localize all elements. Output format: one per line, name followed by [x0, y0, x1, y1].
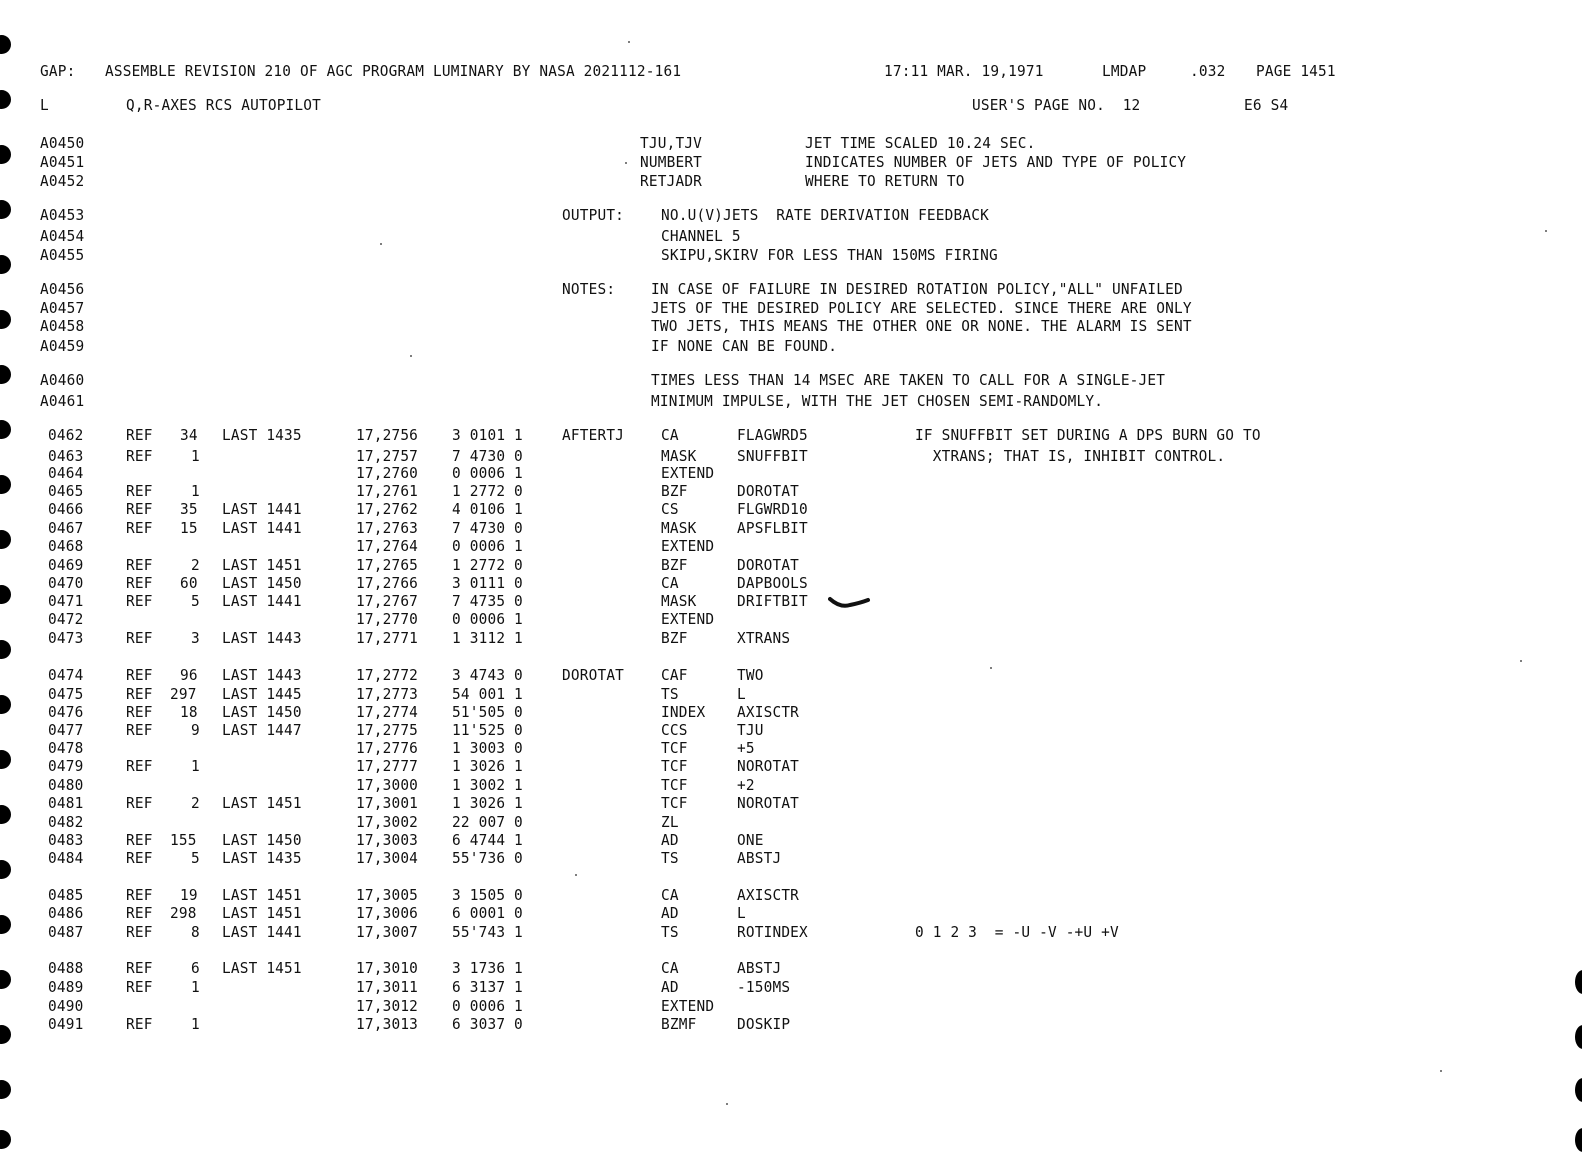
octal-word: 0 0006 1 [452, 997, 523, 1015]
comment-text: MINIMUM IMPULSE, WITH THE JET CHOSEN SEMI-RANDOMLY. [651, 392, 1104, 410]
last-ref: LAST 1450 [222, 831, 302, 849]
operand: FLGWRD10 [737, 500, 808, 518]
binder-hole [0, 1130, 11, 1149]
last-ref: LAST 1451 [222, 904, 302, 922]
binder-hole [0, 200, 11, 219]
comment-line-number: A0458 [40, 317, 85, 335]
ref-keyword: REF [126, 574, 153, 592]
binder-hole [0, 695, 11, 714]
binder-hole-right [1575, 1128, 1582, 1152]
operand: DOSKIP [737, 1015, 791, 1033]
operand: AXISCTR [737, 703, 800, 721]
comment-line-number: A0454 [40, 227, 85, 245]
memory-address: 17,2771 [356, 629, 419, 647]
comment-line-number: A0450 [40, 134, 85, 152]
ref-keyword: REF [126, 426, 153, 444]
opcode: TS [661, 849, 679, 867]
ref-count: 1 [190, 757, 200, 775]
code-line-number: 0483 [48, 831, 84, 849]
opcode: TCF [661, 776, 688, 794]
ref-count: 35 [180, 500, 198, 518]
memory-address: 17,2776 [356, 739, 419, 757]
last-ref: LAST 1441 [222, 592, 302, 610]
binder-hole [0, 860, 11, 879]
header-assembly: ASSEMBLE REVISION 210 OF AGC PROGRAM LUMINARY BY NASA 2021112-161 [105, 62, 682, 80]
opcode: MASK [661, 447, 697, 465]
ref-count: 18 [180, 703, 198, 721]
operand: DAPBOOLS [737, 574, 808, 592]
memory-address: 17,3005 [356, 886, 419, 904]
opcode: TCF [661, 757, 688, 775]
octal-word: 6 3137 1 [452, 978, 523, 996]
operand: FLAGWRD5 [737, 426, 808, 444]
memory-address: 17,3004 [356, 849, 419, 867]
opcode: BZF [661, 629, 688, 647]
ref-count: 8 [190, 923, 200, 941]
memory-address: 17,2777 [356, 757, 419, 775]
ref-keyword: REF [126, 794, 153, 812]
operand: L [737, 904, 746, 922]
opcode: AD [661, 831, 679, 849]
comment-line-number: A0452 [40, 172, 85, 190]
binder-hole-right [1575, 970, 1582, 994]
paper-speck [575, 874, 577, 876]
ref-count: 9 [190, 721, 200, 739]
operand: AXISCTR [737, 886, 800, 904]
binder-hole [0, 365, 11, 384]
memory-address: 17,3010 [356, 959, 419, 977]
opcode: ZL [661, 813, 679, 831]
memory-address: 17,2761 [356, 482, 419, 500]
paper-speck [726, 1103, 728, 1105]
code-line-number: 0469 [48, 556, 84, 574]
ref-keyword: REF [126, 831, 153, 849]
operand: ROTINDEX [737, 923, 808, 941]
ref-keyword: REF [126, 886, 153, 904]
operand: ONE [737, 831, 764, 849]
memory-address: 17,3000 [356, 776, 419, 794]
memory-address: 17,2766 [356, 574, 419, 592]
paper-speck [380, 243, 382, 245]
memory-address: 17,2772 [356, 666, 419, 684]
code-line-number: 0471 [48, 592, 84, 610]
octal-word: 22 007 0 [452, 813, 523, 831]
code-comment: XTRANS; THAT IS, INHIBIT CONTROL. [915, 447, 1226, 465]
binder-hole [0, 475, 11, 494]
comment-text: NO.U(V)JETS RATE DERIVATION FEEDBACK [661, 206, 989, 224]
code-label: DOROTAT [562, 666, 625, 684]
code-line-number: 0479 [48, 757, 84, 775]
opcode: BZMF [661, 1015, 697, 1033]
ref-count: 5 [190, 592, 200, 610]
ref-keyword: REF [126, 666, 153, 684]
octal-word: 6 0001 0 [452, 904, 523, 922]
opcode: MASK [661, 519, 697, 537]
binder-hole [0, 530, 11, 549]
octal-word: 55'743 1 [452, 923, 523, 941]
octal-word: 1 2772 0 [452, 482, 523, 500]
ref-count: 297 [169, 685, 197, 703]
code-line-number: 0473 [48, 629, 84, 647]
opcode: CCS [661, 721, 688, 739]
octal-word: 1 3026 1 [452, 757, 523, 775]
opcode: CS [661, 500, 679, 518]
octal-word: 1 3026 1 [452, 794, 523, 812]
comment-line-number: A0456 [40, 280, 85, 298]
operand: L [737, 685, 746, 703]
operand: TWO [737, 666, 764, 684]
ref-count: 1 [190, 1015, 200, 1033]
last-ref: LAST 1435 [222, 426, 302, 444]
ref-keyword: REF [126, 685, 153, 703]
octal-word: 3 4743 0 [452, 666, 523, 684]
ref-count: 1 [190, 978, 200, 996]
code-line-number: 0472 [48, 610, 84, 628]
binder-hole-right [1575, 1025, 1582, 1049]
code-comment: 0 1 2 3 = -U -V -+U +V [915, 923, 1119, 941]
opcode: CA [661, 426, 679, 444]
memory-address: 17,2756 [356, 426, 419, 444]
operand: XTRANS [737, 629, 791, 647]
opcode: TCF [661, 794, 688, 812]
comment-description: WHERE TO RETURN TO [805, 172, 965, 190]
header-page-number: PAGE 1451 [1256, 62, 1336, 80]
octal-word: 6 4744 1 [452, 831, 523, 849]
binder-hole [0, 640, 11, 659]
comment-line-number: A0457 [40, 299, 85, 317]
comment-line-number: A0451 [40, 153, 85, 171]
opcode: CA [661, 959, 679, 977]
octal-word: 7 4730 0 [452, 519, 523, 537]
paper-speck [625, 162, 627, 164]
code-line-number: 0477 [48, 721, 84, 739]
memory-address: 17,2775 [356, 721, 419, 739]
ref-keyword: REF [126, 500, 153, 518]
comment-symbol: RETJADR [640, 172, 703, 190]
memory-address: 17,2773 [356, 685, 419, 703]
last-ref: LAST 1435 [222, 849, 302, 867]
ref-keyword: REF [126, 721, 153, 739]
last-ref: LAST 1450 [222, 703, 302, 721]
subheader-tag: E6 S4 [1244, 96, 1289, 114]
binder-hole [0, 35, 11, 54]
binder-hole [0, 915, 11, 934]
comment-section-label: NOTES: [562, 280, 616, 298]
opcode: TS [661, 685, 679, 703]
comment-section-label: OUTPUT: [562, 206, 625, 224]
opcode: BZF [661, 556, 688, 574]
octal-word: 0 0006 1 [452, 610, 523, 628]
last-ref: LAST 1445 [222, 685, 302, 703]
octal-word: 4 0106 1 [452, 500, 523, 518]
binder-hole [0, 310, 11, 329]
operand: TJU [737, 721, 764, 739]
last-ref: LAST 1451 [222, 959, 302, 977]
code-line-number: 0468 [48, 537, 84, 555]
ref-keyword: REF [126, 849, 153, 867]
last-ref: LAST 1441 [222, 519, 302, 537]
octal-word: 1 3112 1 [452, 629, 523, 647]
operand: DOROTAT [737, 556, 800, 574]
memory-address: 17,3002 [356, 813, 419, 831]
code-line-number: 0482 [48, 813, 84, 831]
ref-keyword: REF [126, 703, 153, 721]
last-ref: LAST 1443 [222, 666, 302, 684]
ref-keyword: REF [126, 978, 153, 996]
opcode: AD [661, 904, 679, 922]
binder-hole-right [1575, 1078, 1582, 1102]
ref-count: 1 [190, 447, 200, 465]
memory-address: 17,2765 [356, 556, 419, 574]
code-label: AFTERTJ [562, 426, 625, 444]
code-comment: IF SNUFFBIT SET DURING A DPS BURN GO TO [915, 426, 1261, 444]
code-line-number: 0464 [48, 464, 84, 482]
opcode: EXTEND [661, 537, 715, 555]
ref-count: 3 [190, 629, 200, 647]
header-gap: GAP: [40, 62, 76, 80]
opcode: CA [661, 886, 679, 904]
binder-hole [0, 90, 11, 109]
code-line-number: 0488 [48, 959, 84, 977]
operand: +5 [737, 739, 755, 757]
last-ref: LAST 1451 [222, 556, 302, 574]
paper-speck [1520, 660, 1522, 662]
memory-address: 17,3006 [356, 904, 419, 922]
octal-word: 0 0006 1 [452, 464, 523, 482]
header-module: LMDAP [1102, 62, 1147, 80]
binder-hole [0, 1025, 11, 1044]
paper-speck [990, 667, 992, 669]
operand: +2 [737, 776, 755, 794]
last-ref: LAST 1451 [222, 886, 302, 904]
ref-count: 19 [180, 886, 198, 904]
octal-word: 3 1505 0 [452, 886, 523, 904]
memory-address: 17,2762 [356, 500, 419, 518]
code-line-number: 0465 [48, 482, 84, 500]
octal-word: 1 2772 0 [452, 556, 523, 574]
memory-address: 17,3001 [356, 794, 419, 812]
octal-word: 3 0101 1 [452, 426, 523, 444]
operand: SNUFFBIT [737, 447, 808, 465]
last-ref: LAST 1441 [222, 923, 302, 941]
ref-count: 15 [180, 519, 198, 537]
ref-keyword: REF [126, 923, 153, 941]
operand: NOROTAT [737, 757, 800, 775]
comment-text: CHANNEL 5 [661, 227, 741, 245]
comment-line-number: A0461 [40, 392, 85, 410]
opcode: MASK [661, 592, 697, 610]
operand: APSFLBIT [737, 519, 808, 537]
ref-keyword: REF [126, 556, 153, 574]
operand: NOROTAT [737, 794, 800, 812]
code-line-number: 0463 [48, 447, 84, 465]
header-timestamp: 17:11 MAR. 19,1971 [884, 62, 1044, 80]
code-line-number: 0475 [48, 685, 84, 703]
memory-address: 17,2774 [356, 703, 419, 721]
ref-keyword: REF [126, 959, 153, 977]
memory-address: 17,2760 [356, 464, 419, 482]
opcode: BZF [661, 482, 688, 500]
binder-hole [0, 585, 11, 604]
subheader-code: L [40, 96, 49, 114]
ref-count: 5 [190, 849, 200, 867]
binder-hole [0, 750, 11, 769]
code-line-number: 0485 [48, 886, 84, 904]
ref-count: 6 [190, 959, 200, 977]
ref-count: 60 [180, 574, 198, 592]
opcode: CA [661, 574, 679, 592]
comment-description: JET TIME SCALED 10.24 SEC. [805, 134, 1036, 152]
memory-address: 17,3007 [356, 923, 419, 941]
comment-text: SKIPU,SKIRV FOR LESS THAN 150MS FIRING [661, 246, 998, 264]
memory-address: 17,3012 [356, 997, 419, 1015]
comment-text: IN CASE OF FAILURE IN DESIRED ROTATION POLICY,"ALL" UNFAILED [651, 280, 1183, 298]
code-line-number: 0487 [48, 923, 84, 941]
ref-keyword: REF [126, 629, 153, 647]
comment-line-number: A0455 [40, 246, 85, 264]
code-line-number: 0466 [48, 500, 84, 518]
paper-speck [1440, 1070, 1442, 1072]
ref-count: 155 [169, 831, 197, 849]
code-line-number: 0484 [48, 849, 84, 867]
opcode: AD [661, 978, 679, 996]
octal-word: 7 4730 0 [452, 447, 523, 465]
binder-hole [0, 970, 11, 989]
ref-keyword: REF [126, 757, 153, 775]
operand: ABSTJ [737, 959, 782, 977]
memory-address: 17,2767 [356, 592, 419, 610]
comment-symbol: NUMBERT [640, 153, 703, 171]
operand: DOROTAT [737, 482, 800, 500]
octal-word: 3 0111 0 [452, 574, 523, 592]
ref-keyword: REF [126, 447, 153, 465]
comment-text: JETS OF THE DESIRED POLICY ARE SELECTED. SINCE THERE ARE ONLY [651, 299, 1192, 317]
octal-word: 54 001 1 [452, 685, 523, 703]
paper-speck [628, 41, 630, 43]
code-line-number: 0490 [48, 997, 84, 1015]
code-line-number: 0491 [48, 1015, 84, 1033]
code-line-number: 0462 [48, 426, 84, 444]
code-line-number: 0470 [48, 574, 84, 592]
octal-word: 7 4735 0 [452, 592, 523, 610]
last-ref: LAST 1441 [222, 500, 302, 518]
ref-count: 96 [180, 666, 198, 684]
subheader-user-page: USER'S PAGE NO. 12 [972, 96, 1141, 114]
comment-line-number: A0460 [40, 371, 85, 389]
code-line-number: 0489 [48, 978, 84, 996]
opcode: TCF [661, 739, 688, 757]
header-ref: .032 [1190, 62, 1226, 80]
octal-word: 51'505 0 [452, 703, 523, 721]
ref-keyword: REF [126, 904, 153, 922]
binder-hole [0, 1080, 11, 1099]
comment-symbol: TJU,TJV [640, 134, 703, 152]
pen-annotation-mark [828, 596, 872, 610]
binder-hole [0, 145, 11, 164]
code-line-number: 0478 [48, 739, 84, 757]
opcode: EXTEND [661, 997, 715, 1015]
code-line-number: 0474 [48, 666, 84, 684]
opcode: TS [661, 923, 679, 941]
memory-address: 17,2764 [356, 537, 419, 555]
opcode: CAF [661, 666, 688, 684]
binder-hole [0, 420, 11, 439]
opcode: INDEX [661, 703, 706, 721]
comment-text: TIMES LESS THAN 14 MSEC ARE TAKEN TO CALL FOR A SINGLE-JET [651, 371, 1166, 389]
octal-word: 1 3002 1 [452, 776, 523, 794]
memory-address: 17,2763 [356, 519, 419, 537]
ref-keyword: REF [126, 1015, 153, 1033]
octal-word: 55'736 0 [452, 849, 523, 867]
ref-count: 1 [190, 482, 200, 500]
code-line-number: 0476 [48, 703, 84, 721]
memory-address: 17,2757 [356, 447, 419, 465]
memory-address: 17,2770 [356, 610, 419, 628]
ref-count: 2 [190, 556, 200, 574]
last-ref: LAST 1443 [222, 629, 302, 647]
ref-count: 298 [169, 904, 197, 922]
octal-word: 1 3003 0 [452, 739, 523, 757]
code-line-number: 0467 [48, 519, 84, 537]
opcode: EXTEND [661, 464, 715, 482]
memory-address: 17,3013 [356, 1015, 419, 1033]
operand: DRIFTBIT [737, 592, 808, 610]
opcode: EXTEND [661, 610, 715, 628]
memory-address: 17,3003 [356, 831, 419, 849]
comment-line-number: A0453 [40, 206, 85, 224]
code-line-number: 0480 [48, 776, 84, 794]
last-ref: LAST 1450 [222, 574, 302, 592]
comment-text: IF NONE CAN BE FOUND. [651, 337, 838, 355]
comment-description: INDICATES NUMBER OF JETS AND TYPE OF POLICY [805, 153, 1187, 171]
octal-word: 0 0006 1 [452, 537, 523, 555]
comment-text: TWO JETS, THIS MEANS THE OTHER ONE OR NONE. THE ALARM IS SENT [651, 317, 1192, 335]
last-ref: LAST 1447 [222, 721, 302, 739]
paper-speck [410, 355, 412, 357]
octal-word: 3 1736 1 [452, 959, 523, 977]
paper-speck [1545, 230, 1547, 232]
octal-word: 11'525 0 [452, 721, 523, 739]
binder-hole [0, 255, 11, 274]
ref-keyword: REF [126, 592, 153, 610]
code-line-number: 0481 [48, 794, 84, 812]
ref-keyword: REF [126, 519, 153, 537]
memory-address: 17,3011 [356, 978, 419, 996]
operand: -150MS [737, 978, 791, 996]
last-ref: LAST 1451 [222, 794, 302, 812]
comment-line-number: A0459 [40, 337, 85, 355]
ref-count: 34 [180, 426, 198, 444]
octal-word: 6 3037 0 [452, 1015, 523, 1033]
subheader-title: Q,R-AXES RCS AUTOPILOT [126, 96, 322, 114]
ref-keyword: REF [126, 482, 153, 500]
binder-hole [0, 805, 11, 824]
operand: ABSTJ [737, 849, 782, 867]
code-line-number: 0486 [48, 904, 84, 922]
ref-count: 2 [190, 794, 200, 812]
